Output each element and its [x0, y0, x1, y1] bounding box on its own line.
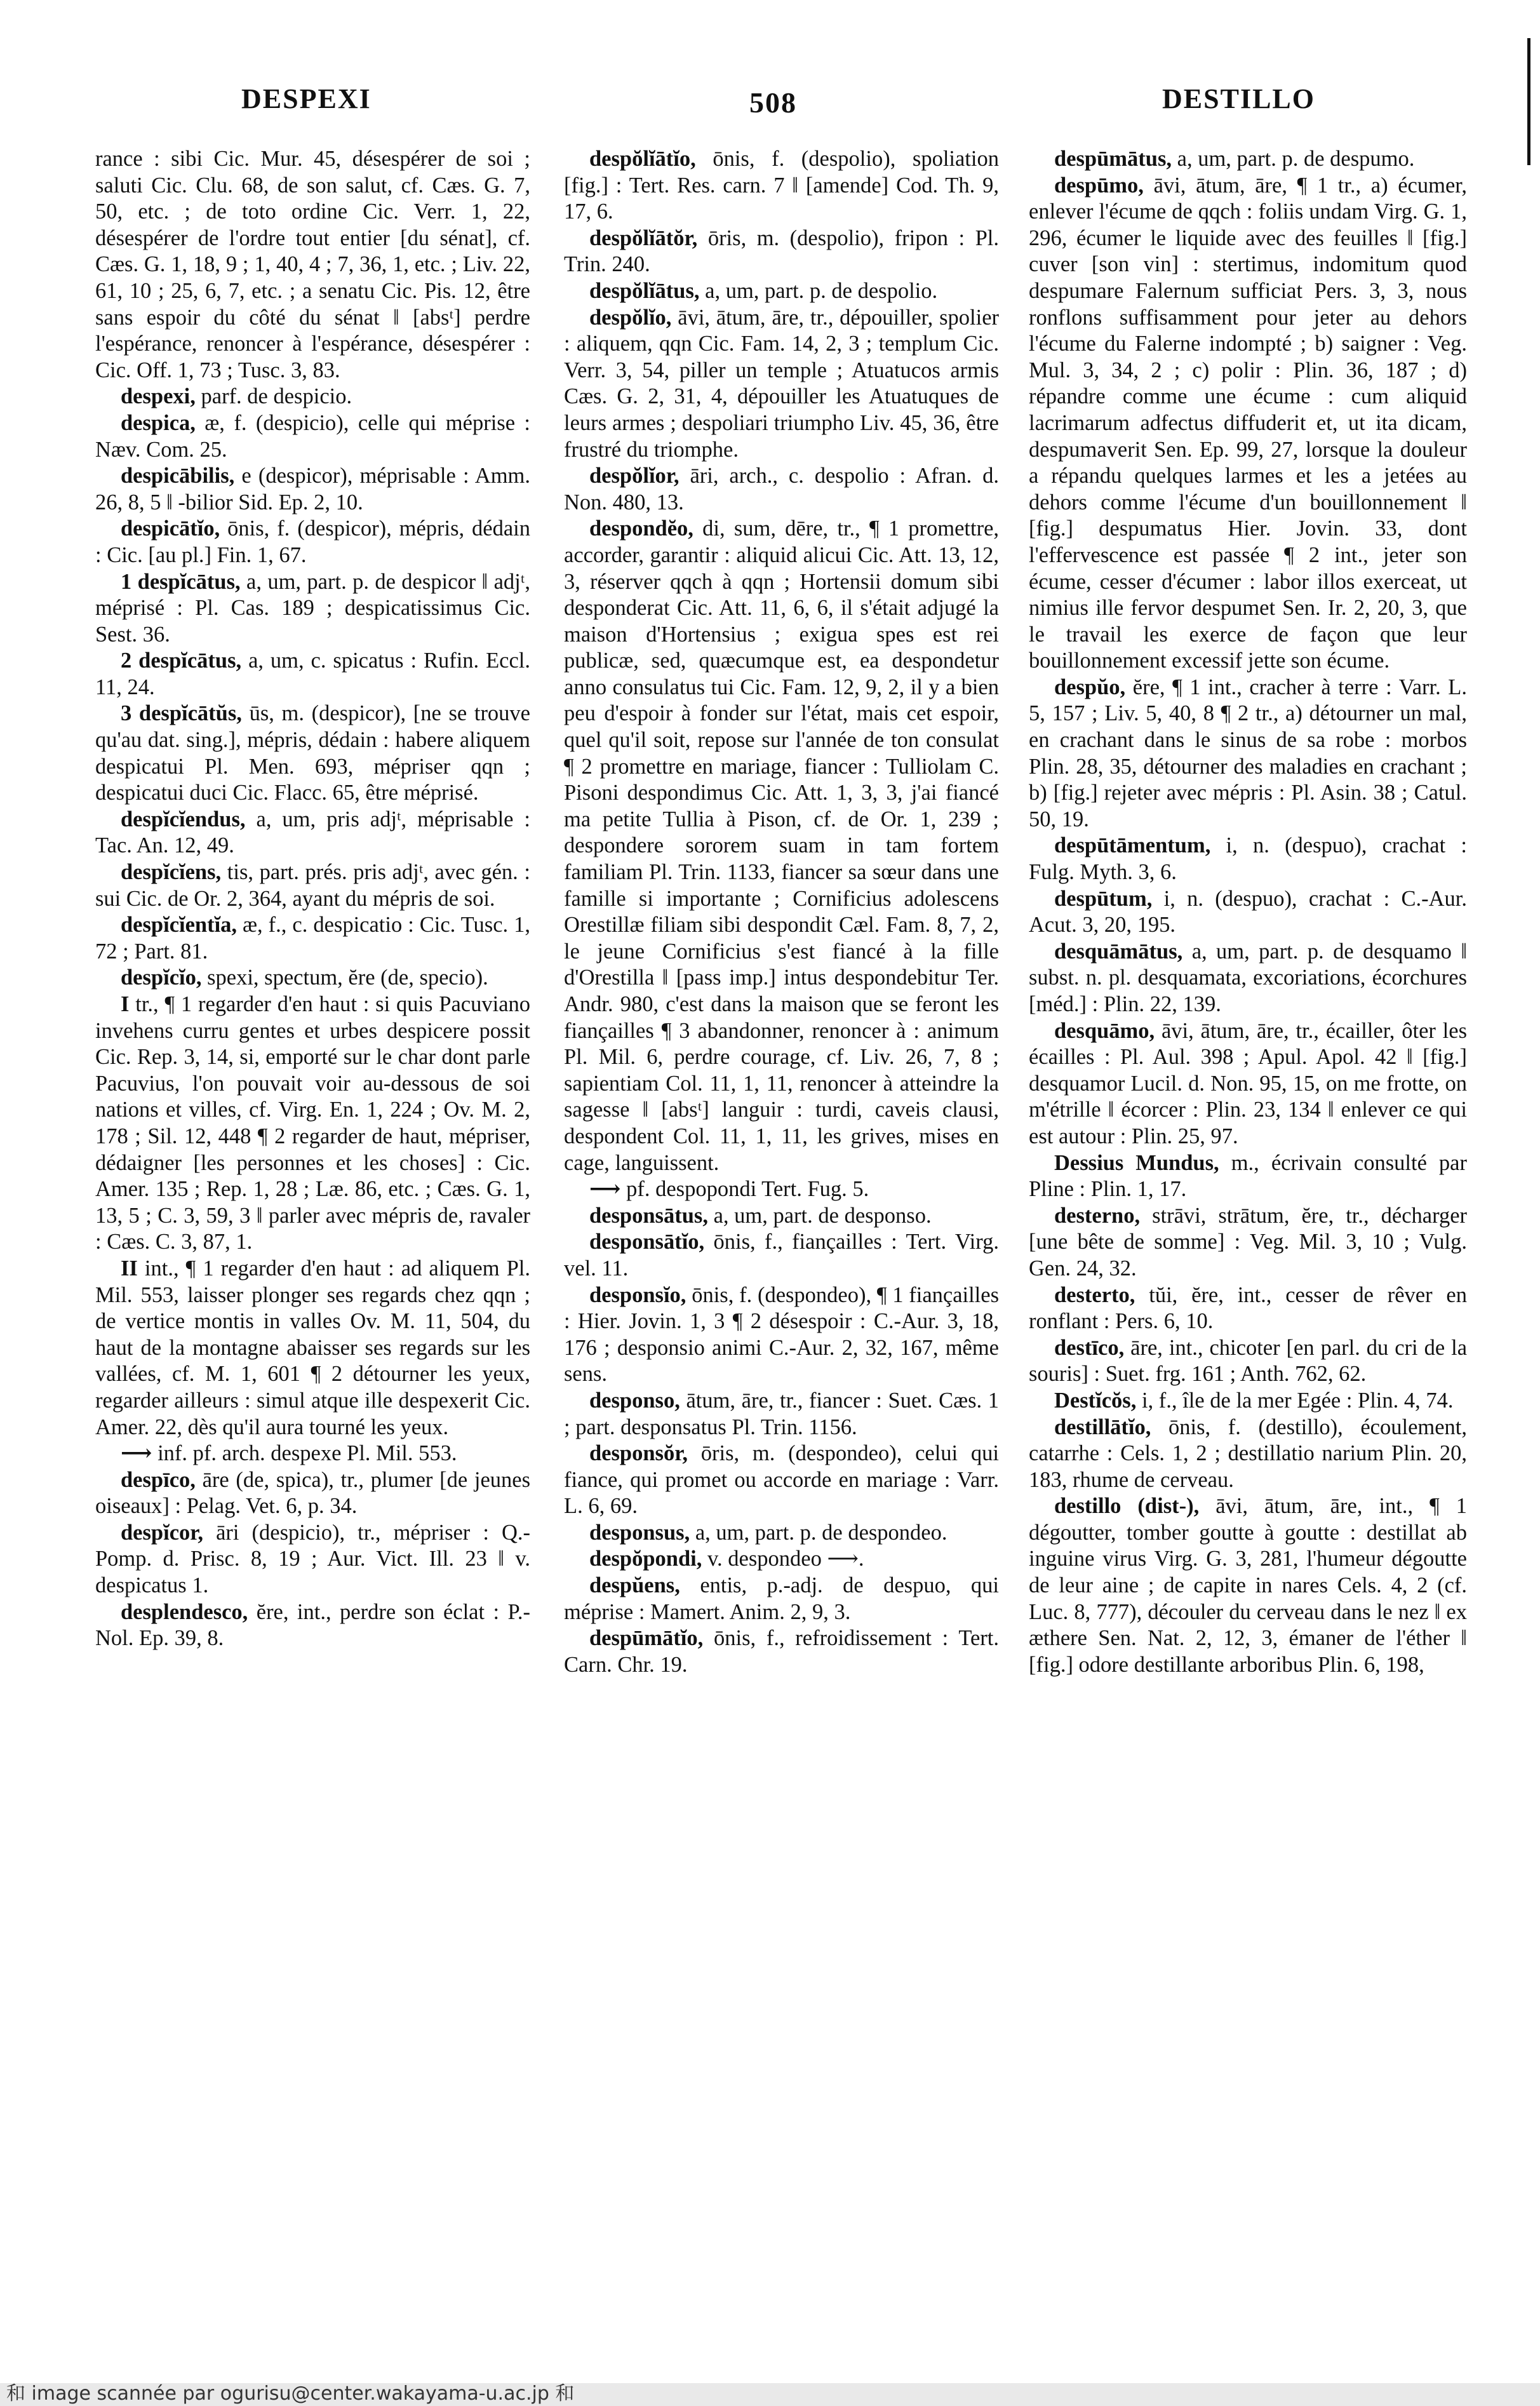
entry-headword: desponsus, [589, 1520, 690, 1545]
entry-definition: m., écrivain consulté par Pline : Plin. 1, 17. [1029, 1150, 1467, 1202]
entry-definition: ōnis, f. (despicor), mépris, dédain : Cic. [au pl.] Fin. 1, 67. [95, 516, 531, 567]
entry-definition: rance : sibi Cic. Mur. 45, désespérer de soi ; saluti Cic. Clu. 68, de son salut, cf. Cæs. G. 7, 50, etc. ; de toto ordine Cic. Verr. 1, 22, désespérer de l'ordre tout entier [du sénat], cf. Cæs. G. 1, 18, 9 ; 1, 40, 4 ; 7, 36, 1, etc. ; Liv. 22, 61, 10 ; 25, 6, 7, etc. ; a senatu Cic. Pis. 12, être sans espoir du côté du sénat ‖ [absᵗ] perdre l'espérance, renoncer à l'espérance, désespérer : Cic. Off. 1, 73 ; Tusc. 3, 83. [95, 147, 530, 382]
entry-headword: despicātĭo, [121, 516, 220, 541]
entry-headword: despŏlĭātĭo, [589, 147, 696, 171]
entry-headword: despĭcĭendus, [121, 807, 246, 831]
dictionary-entry [1029, 1335, 1467, 1388]
column-left [95, 146, 530, 1652]
entry-definition: i, n. (despuo), crachat : Fulg. Myth. 3, 6. [1029, 833, 1467, 885]
entry-headword: despĭcĭentĭa, [121, 913, 238, 938]
dictionary-entry [95, 463, 530, 516]
entry-headword: destīco, [1054, 1335, 1125, 1360]
entry-definition: ōnis, f. (destillo), écoulement, catarrhe : Cels. 1, 2 ; destillatio narium Plin. 20, 183, rhume de cerveau. [1029, 1415, 1467, 1492]
entry-definition: ōnis, f., fiançailles : Tert. Virg. vel. 11. [564, 1230, 1000, 1280]
entry-headword: despŏlĭor, [589, 464, 680, 488]
entry-definition: ĕre, int., perdre son éclat : P.-Nol. Ep. 39, 8. [95, 1599, 530, 1651]
dictionary-entry [95, 410, 530, 463]
entry-headword: I [121, 992, 130, 1016]
entry-definition: parf. de despicio. [201, 384, 352, 409]
dictionary-entry [564, 305, 999, 464]
entry-definition: ōris, m. (despolio), fripon : Pl. Trin. 240. [564, 225, 999, 277]
entry-definition: ōnis, f., refroidissement : Tert. Carn. Chr. 19. [564, 1626, 999, 1677]
dictionary-entry [564, 146, 999, 225]
entry-definition: ōnis, f. (despondeo), ¶ 1 fiançailles : Hier. Jovin. 1, 3 ¶ 2 désespoir : C.-Aur. 3, 18, 176 ; desponsio animi C.-Aur. 2, 32, 167, même sens. [564, 1282, 1000, 1387]
dictionary-entry [95, 807, 530, 859]
entry-headword: despicābilis, [121, 464, 235, 488]
dictionary-entry [1029, 939, 1467, 1018]
entry-headword: despŏpondi, [589, 1547, 702, 1571]
entry-definition: a, um, part. p. de desquamo ‖ subst. n. pl. desquamata, excoriations, écorchures [méd.] : Plin. 22, 139. [1029, 939, 1468, 1016]
entry-headword: desplendesco, [121, 1599, 248, 1624]
dictionary-entry [564, 1229, 999, 1282]
entry-definition: a, um, c. spicatus : Rufin. Eccl. 11, 24. [95, 649, 530, 699]
dictionary-entry [564, 463, 999, 516]
entry-definition: i, f., île de la mer Egée : Plin. 4, 74. [1141, 1388, 1454, 1413]
entry-definition: di, sum, dēre, tr., ¶ 1 promettre, accorder, garantir : aliquid alicui Cic. Att. 13, 12, 3, réserver qqch à qqn ; Hortensii domum sibi desponderat Cic. Att. 11, 6, 6, il s'était adjugé la maison d'Hortensius ; exigua spes est rei publicæ, sed, quæcumque est, ea despondetur anno consulatus tui Cic. Fam. 12, 9, 2, il y a bien peu d'espoir à fonder sur l'état, mais cet espoir, quel qu'il soit, repose sur l'année de ton consulat ¶ 2 promettre en mariage, fiancer : Tulliolam C. Pisoni despondimus Cic. Att. 1, 3, 3, j'ai fiancé ma petite Tullia à Pison, cf. de Or. 1, 239 ; despondere sororem suam in tam fortem familiam Pl. Trin. 1133, fiancer sa sœur dans une famille si importante ; Cornificius adolescens Orestillæ filiam sibi despondit Cæl. Fam. 8, 7, 2, le jeune Cornificius s'est fiancé à la fille d'Orestilla ‖ [pass imp.] intus despondebitur Ter. Andr. 980, c'est dans la maison que se feront les fiançailles ¶ 3 abandonner, renoncer à : animum Pl. Mil. 6, perdre courage, cf. Liv. 26, 7, 8 ; sapientiam Col. 11, 1, 11, renoncer à atteindre la sagesse ‖ [absᵗ] languir : turdi, caveis clausi, despondent Col. 11, 1, 11, les grives, mises en cage, languissent. [564, 516, 1000, 1175]
entry-headword: despŭo, [1054, 675, 1126, 699]
dictionary-entry [95, 859, 530, 912]
dictionary-entry [95, 1467, 530, 1520]
entry-definition: āri, arch., c. despolio : Afran. d. Non. 480, 13. [564, 464, 999, 514]
entry-headword: desponsātus, [589, 1203, 708, 1228]
dictionary-entry [95, 965, 530, 991]
entry-headword: despŏlĭātŏr, [589, 225, 698, 250]
dictionary-entry [95, 1256, 530, 1441]
entry-headword: desquāmātus, [1054, 939, 1183, 964]
entry-headword: 2 despĭcātus, [121, 649, 242, 673]
entry-headword: despexi, [121, 384, 196, 409]
column-middle [564, 146, 999, 1678]
column-right [1029, 146, 1467, 1678]
dictionary-entry [1029, 1150, 1467, 1203]
dictionary-entry [1029, 146, 1467, 173]
dictionary-entry [95, 516, 530, 568]
dictionary-entry [564, 1203, 999, 1230]
dictionary-entry [95, 912, 530, 965]
entry-definition: ātum, āre, tr., fiancer : Suet. Cæs. 1 ; part. desponsatus Pl. Trin. 1156. [564, 1388, 999, 1439]
entry-definition: a, um, part. p. de despumo. [1177, 147, 1415, 171]
entry-headword: 1 despĭcātus, [121, 569, 241, 594]
dictionary-entry [1029, 1018, 1467, 1150]
entry-headword: desponsĭo, [589, 1282, 686, 1307]
entry-headword: Dessius Mundus, [1054, 1150, 1219, 1175]
entry-definition: inf. pf. arch. despexe Pl. Mil. 553. [157, 1441, 457, 1466]
dictionary-entry [1029, 1415, 1467, 1494]
entry-headword: ⟶ [589, 1177, 621, 1202]
dictionary-entry [95, 991, 530, 1256]
entry-definition: a, um, part. p. de despondeo. [695, 1520, 947, 1545]
dictionary-entry [564, 1441, 999, 1520]
entry-headword: despŭens, [589, 1573, 680, 1598]
entry-headword: despūmātĭo, [589, 1626, 704, 1651]
dictionary-entry [1029, 1282, 1467, 1335]
dictionary-entry [1029, 1388, 1467, 1415]
entry-headword: despĭcĭens, [121, 860, 222, 885]
entry-definition: āri (despicio), tr., mépriser : Q.-Pomp. d. Prisc. 8, 19 ; Aur. Vict. Ill. 23 ‖ v. despicatus 1. [95, 1520, 530, 1598]
entry-definition: a, um, part. p. de despicor ‖ adjᵗ, méprisé : Pl. Cas. 189 ; despicatissimus Cic. Sest. 36. [95, 569, 530, 647]
entry-definition: āvi, ātum, āre, tr., dépouiller, spolier : aliquem, qqn Cic. Fam. 14, 2, 3 ; templum Cic. Verr. 3, 54, piller un temple ; Atuatucos armis Cæs. G. 2, 31, 4, dépouiller les Atuatuques de leurs armes ; despoliari triumpho Liv. 45, 36, être frustré du triomphe. [564, 305, 999, 462]
dictionary-entry [564, 1625, 999, 1678]
entry-headword: ⟶ [121, 1441, 152, 1466]
dictionary-entry [564, 1520, 999, 1547]
dictionary-entry [1029, 886, 1467, 939]
dictionary-entry [95, 648, 530, 701]
entry-definition: ūs, m. (despicor), [ne se trouve qu'au dat. sing.], mépris, dédain : habere aliquem despicatui Pl. Men. 693, mépriser qqn ; despicatui duci Cic. Flacc. 65, être méprisé. [95, 701, 530, 805]
dictionary-entry [564, 278, 999, 305]
entry-headword: despica, [121, 410, 196, 435]
scan-edge-mark [1527, 38, 1530, 165]
entry-definition: āvi, ātum, āre, tr., écailler, ôter les écailles : Pl. Aul. 398 ; Apul. Apol. 42 ‖ [fig.] desquamor Lucil. d. Non. 95, 15, on me frotte, on m'étrille ‖ écorcer : Plin. 23, 134 ‖ enlever ce qui est autour : Plin. 25, 97. [1029, 1018, 1467, 1148]
entry-headword: destillātĭo, [1054, 1415, 1151, 1439]
dictionary-entry [564, 1573, 999, 1625]
entry-definition: strāvi, strātum, ĕre, tr., décharger [une bête de somme] : Veg. Mil. 3, 10 ; Vulg. Gen. 24, 32. [1029, 1203, 1467, 1280]
dictionary-entry [95, 569, 530, 649]
entry-definition: āvi, ātum, āre, int., ¶ 1 dégoutter, tomber goutte à goutte : destillat ab inguine virus Virg. G. 3, 281, l'humeur dégoutte de leur aine ; de capite in nares Cels. 4, 2 (cf. Luc. 8, 777), découler du cerveau dans le nez ‖ ex æthere Sen. Nat. 2, 12, 3, émaner de l'éther ‖ [fig.] odore destillante arboribus Plin. 6, 198, [1029, 1494, 1467, 1677]
entry-headword: desponso, [589, 1388, 680, 1413]
entry-definition: æ, f., c. despicatio : Cic. Tusc. 1, 72 ; Part. 81. [95, 913, 531, 964]
entry-definition: āre, int., chicoter [en parl. du cri de la souris] : Suet. frg. 161 ; Anth. 762, 62. [1029, 1335, 1468, 1387]
entry-headword: desquāmo, [1054, 1018, 1155, 1043]
dictionary-entry [1029, 1493, 1467, 1678]
entry-headword: desponsātĭo, [589, 1230, 705, 1254]
dictionary-entry [95, 1599, 530, 1652]
entry-definition: i, n. (despuo), crachat : C.-Aur. Acut. 3, 20, 195. [1029, 886, 1467, 938]
entry-definition: pf. despopondi Tert. Fug. 5. [626, 1177, 869, 1202]
dictionary-entry [1029, 833, 1467, 885]
entry-headword: despondĕo, [589, 516, 693, 541]
dictionary-entry [564, 1176, 999, 1203]
entry-definition: int., ¶ 1 regarder d'en haut : ad aliquem Pl. Mil. 553, laisser plonger ses regards chez qqn ; de vertice montis in valles Ov. M. 11, 504, du haut de la montagne abaisser ses regards sur les vallées, cf. M. 1, 601 ¶ 2 détourner les yeux, regarder ailleurs : simul atque ille despexerit Cic. Amer. 22, dès qu'il aura tourné les yeux. [95, 1256, 531, 1439]
entry-headword: desponsŏr, [589, 1441, 688, 1466]
entry-definition: spexi, spectum, ĕre (de, specio). [207, 965, 488, 990]
dictionary-entry [95, 1520, 530, 1599]
entry-headword: desterto, [1054, 1282, 1135, 1307]
dictionary-entry [95, 701, 530, 806]
entry-headword: despĭcor, [121, 1520, 204, 1545]
dictionary-entry [1029, 675, 1467, 833]
entry-headword: Destĭcŏs, [1054, 1388, 1137, 1413]
running-head-left: DESPEXI [241, 83, 372, 114]
entry-headword: despūmātus, [1054, 147, 1172, 171]
dictionary-entry [564, 1546, 999, 1573]
entry-headword: despūtum, [1054, 886, 1153, 911]
entry-headword: despūmo, [1054, 173, 1144, 198]
dictionary-entry [1029, 1203, 1467, 1282]
entry-definition: æ, f. (despicio), celle qui méprise : Næv. Com. 25. [95, 410, 530, 462]
dictionary-entry [564, 516, 999, 1176]
dictionary-entry [1029, 173, 1467, 675]
entry-definition: tr., ¶ 1 regarder d'en haut : si quis Pacuviano invehens curru gentes et urbes despicere possit Cic. Rep. 3, 14, si, emporté sur le char dont parle Pacuvius, l'on pouvait voir au-dessous de soi nations et villes, cf. Virg. En. 1, 224 ; Ov. M. 2, 178 ; Sil. 12, 448 ¶ 2 regarder de haut, mépriser, dédaigner [les personnes et les choses] : Cic. Amer. 135 ; Rep. 1, 28 ; Læ. 86, etc. ; Cæs. G. 1, 13, 5 ; C. 3, 59, 3 ‖ parler avec mépris de, ravaler : Cæs. C. 3, 87, 1. [95, 992, 531, 1254]
entry-headword: destillo (dist-), [1054, 1494, 1200, 1519]
entry-definition: a, um, pris adjᵗ, méprisable : Tac. An. 12, 49. [95, 807, 531, 858]
entry-definition: a, um, part. p. de despolio. [705, 278, 938, 303]
dictionary-entry [95, 1441, 530, 1467]
entry-headword: despūtāmentum, [1054, 833, 1211, 858]
entry-definition: ĕre, ¶ 1 int., cracher à terre : Varr. L. 5, 157 ; Liv. 5, 40, 8 ¶ 2 tr., a) détourner un mal, en crachant dans le sinus de sa robe : morbos Plin. 28, 35, détourner des maladies en crachant ; b) [fig.] rejeter avec mépris : Pl. Asin. 38 ; Catul. 50, 19. [1029, 675, 1467, 831]
entry-definition: entis, p.-adj. de despuo, qui méprise : Mamert. Anim. 2, 9, 3. [564, 1573, 1000, 1624]
entry-definition: tis, part. prés. pris adjᵗ, avec gén. : sui Cic. de Or. 2, 364, ayant du mépris de soi. [95, 860, 530, 911]
running-head-right: DESTILLO [1162, 83, 1315, 114]
entry-definition: tŭi, ĕre, int., cesser de rêver en ronflant : Pers. 6, 10. [1029, 1282, 1467, 1334]
entry-headword: despīco, [121, 1467, 196, 1492]
entry-definition: ōnis, f. (despolio), spoliation [fig.] : Tert. Res. carn. 7 ‖ [amende] Cod. Th. 9, 17, 6. [564, 147, 1000, 224]
entry-definition: e (despicor), méprisable : Amm. 26, 8, 5 ‖ -bilior Sid. Ep. 2, 10. [95, 464, 530, 514]
entry-headword: II [121, 1256, 138, 1280]
dictionary-entry [95, 146, 530, 384]
dictionary-entry [564, 1282, 999, 1388]
entry-headword: despŏlĭo, [589, 305, 672, 330]
scan-credit-footer: 和 image scannée par ogurisu@center.wakayama-u.ac.jp 和 [0, 2383, 1540, 2406]
entry-definition: ōris, m. (despondeo), celui qui fiance, qui promet ou accorde en mariage : Varr. L. 6, 69. [564, 1441, 1000, 1519]
entry-definition: āvi, ātum, āre, ¶ 1 tr., a) écumer, enlever l'écume de qqch : foliis undam Virg. G. 1, 296, écumer le liquide avec des feuilles ‖ [fig.] cuver [son vin] : stertimus, indomitum quod despumare Falernum sufficiat Pers. 3, 3, nous ronflons suffisamment pour jeter au dehors l'écume du Falerne indompté ; b) saigner : Veg. Mul. 3, 34, 2 ; c) polir : Plin. 36, 187 ; d) répandre comme une écume : cum aliquid lacrimarum adfectus diffuderit et, ut ita dicam, despumaverit Sen. Ep. 99, 27, lorsque la douleur a répandu quelques larmes et les a jetées au dehors comme l'écume d'un bouillonnement ‖ [fig.] despumatus Hier. Jovin. 33, dont l'effervescence est passée ¶ 2 int., jeter son écume, cesser d'écumer : labor illos exerceat, ut nimius ille fervor despumet Sen. Ir. 2, 20, 3, que le travail les exerce de façon que leur bouillonnement excessif jette son écume. [1029, 173, 1468, 673]
entry-headword: 3 despĭcātŭs, [121, 701, 242, 726]
dictionary-entry [564, 225, 999, 278]
entry-headword: desterno, [1054, 1203, 1141, 1228]
entry-definition: v. despondeo ⟶. [707, 1547, 864, 1571]
entry-headword: despŏlĭātus, [589, 278, 700, 303]
page-number: 508 [749, 86, 797, 119]
entry-definition: a, um, part. de desponso. [713, 1203, 932, 1228]
entry-definition: āre (de, spica), tr., plumer [de jeunes oiseaux] : Pelag. Vet. 6, p. 34. [95, 1467, 531, 1519]
dictionary-entry [95, 384, 530, 410]
entry-headword: despĭcĭo, [121, 965, 202, 990]
dictionary-entry [564, 1388, 999, 1441]
